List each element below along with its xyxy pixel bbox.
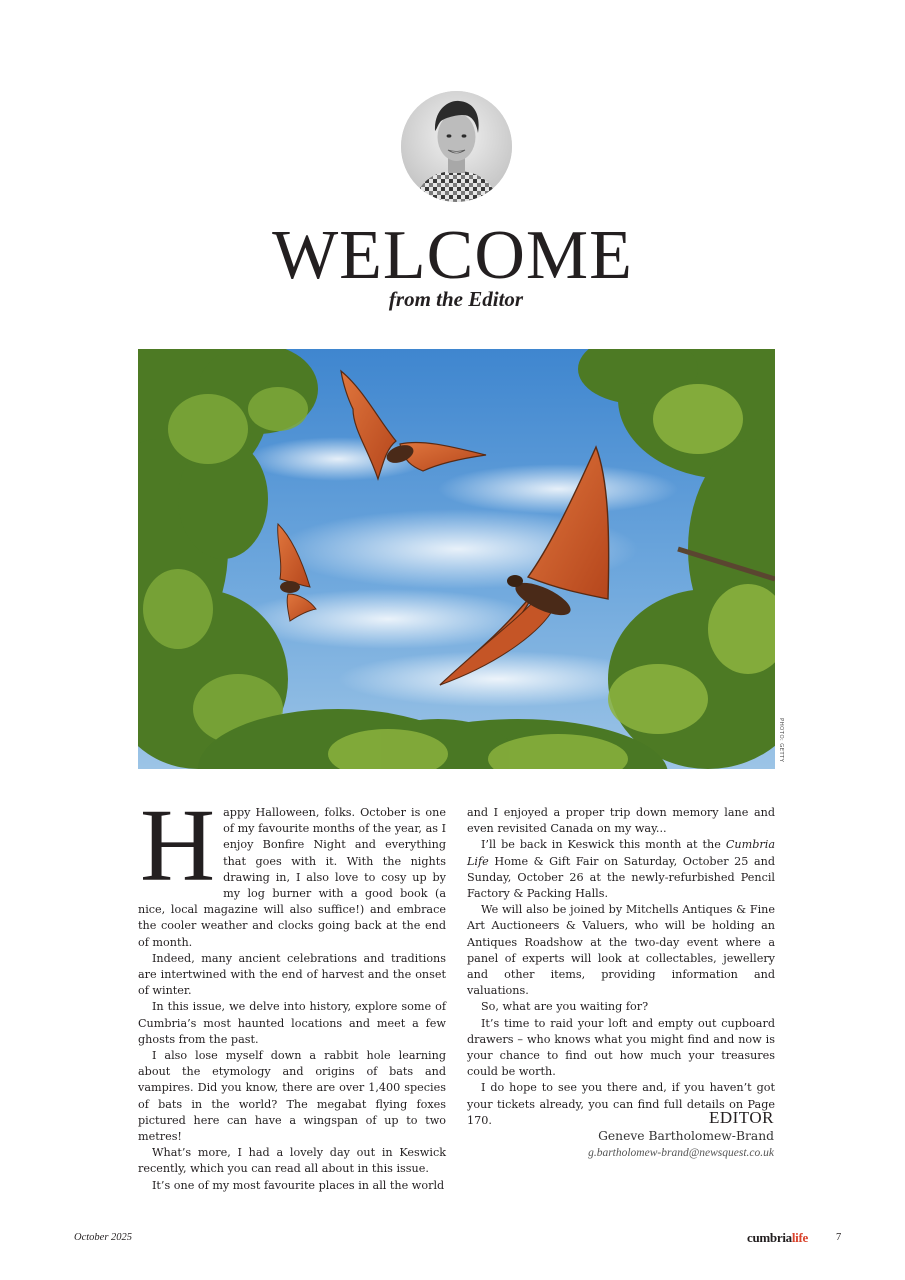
editor-signature: [588, 1108, 774, 1161]
article-paragraph: It’s time to raid your loft and empty out cupboard drawers – who knows what you might find and now is your chance to find out how much your treasures could be worth.: [467, 1016, 775, 1079]
article-paragraph: We will also be joined by Mitchells Antiques & Fine Art Auctioneers & Valuers, who will be holding an Antiques Roadshow at the two-day event where a panel of experts will look at collectables, jewellery and other items, providing information and valuations.: [467, 903, 775, 998]
article-paragraph: So, what are you waiting for?: [481, 1000, 649, 1014]
editor-portrait: [401, 91, 512, 202]
brand-part-life: life: [791, 1230, 808, 1245]
article-paragraph: I do hope to see you there and, if you haven’t got your tickets already, you can find full details on Page 170.: [467, 1081, 775, 1127]
page-subtitle: from the Editor: [388, 287, 524, 311]
signature-title: EDITOR: [708, 1108, 774, 1127]
editor-name: Geneve Bartholomew-Brand: [598, 1129, 774, 1143]
article-column-right: [467, 805, 775, 1129]
article-column-left: [138, 788, 446, 1194]
article-paragraph: What’s more, I had a lovely day out in Keswick recently, which you can read all about in this issue.: [138, 1146, 446, 1176]
page-title: WELCOME: [272, 217, 633, 294]
drop-cap: H: [140, 788, 216, 903]
paragraph-text: appy Halloween, folks. October is one of my favourite months of the year, as I enjoy Bonfire Night and everything that goes with it. With the nights drawing in, I also love to cosy up by my log burner with a good book (a nice, local magazine will also suffice!) and embrace the cooler weather and clocks going back at the end of month.: [138, 806, 446, 949]
editor-email: g.bartholomew-brand@newsquest.co.uk: [588, 1147, 774, 1159]
article-paragraph: [467, 837, 775, 902]
paragraph-text: Home & Gift Fair on Saturday, October 25 and Sunday, October 26 at the newly-refurbished Pencil Factory & Packing Halls.: [467, 854, 775, 901]
brand-part-cumbria: cumbria: [747, 1230, 792, 1245]
editor-photo: [401, 91, 512, 202]
brand-logo: [747, 1230, 808, 1246]
bats-photo: [138, 349, 775, 769]
page-number: 7: [836, 1232, 842, 1243]
article-paragraph: It’s one of my most favourite places in all the world: [152, 1178, 445, 1192]
article-paragraph: [138, 788, 446, 951]
issue-date: October 2025: [74, 1232, 133, 1243]
photo-credit: PHOTO: GETTY: [778, 718, 784, 763]
paragraph-text: I’ll be back in Keswick this month at the: [481, 838, 726, 852]
article-paragraph: Indeed, many ancient celebrations and traditions are intertwined with the end of harvest and the onset of winter.: [138, 951, 446, 998]
article-paragraph: In this issue, we delve into history, explore some of Cumbria’s most haunted locations and meet a few ghosts from the past.: [138, 1000, 446, 1046]
magazine-name: Cumbria Life: [467, 838, 775, 868]
article-paragraph: I also lose myself down a rabbit hole learning about the etymology and origins of bats and vampires. Did you know, there are over 1,400 species of bats in the world? The megabat flying foxes pictured here can have a wingspan of up to two metres!: [138, 1049, 446, 1144]
article-paragraph: and I enjoyed a proper trip down memory lane and even revisited Canada on my way...: [467, 806, 775, 836]
